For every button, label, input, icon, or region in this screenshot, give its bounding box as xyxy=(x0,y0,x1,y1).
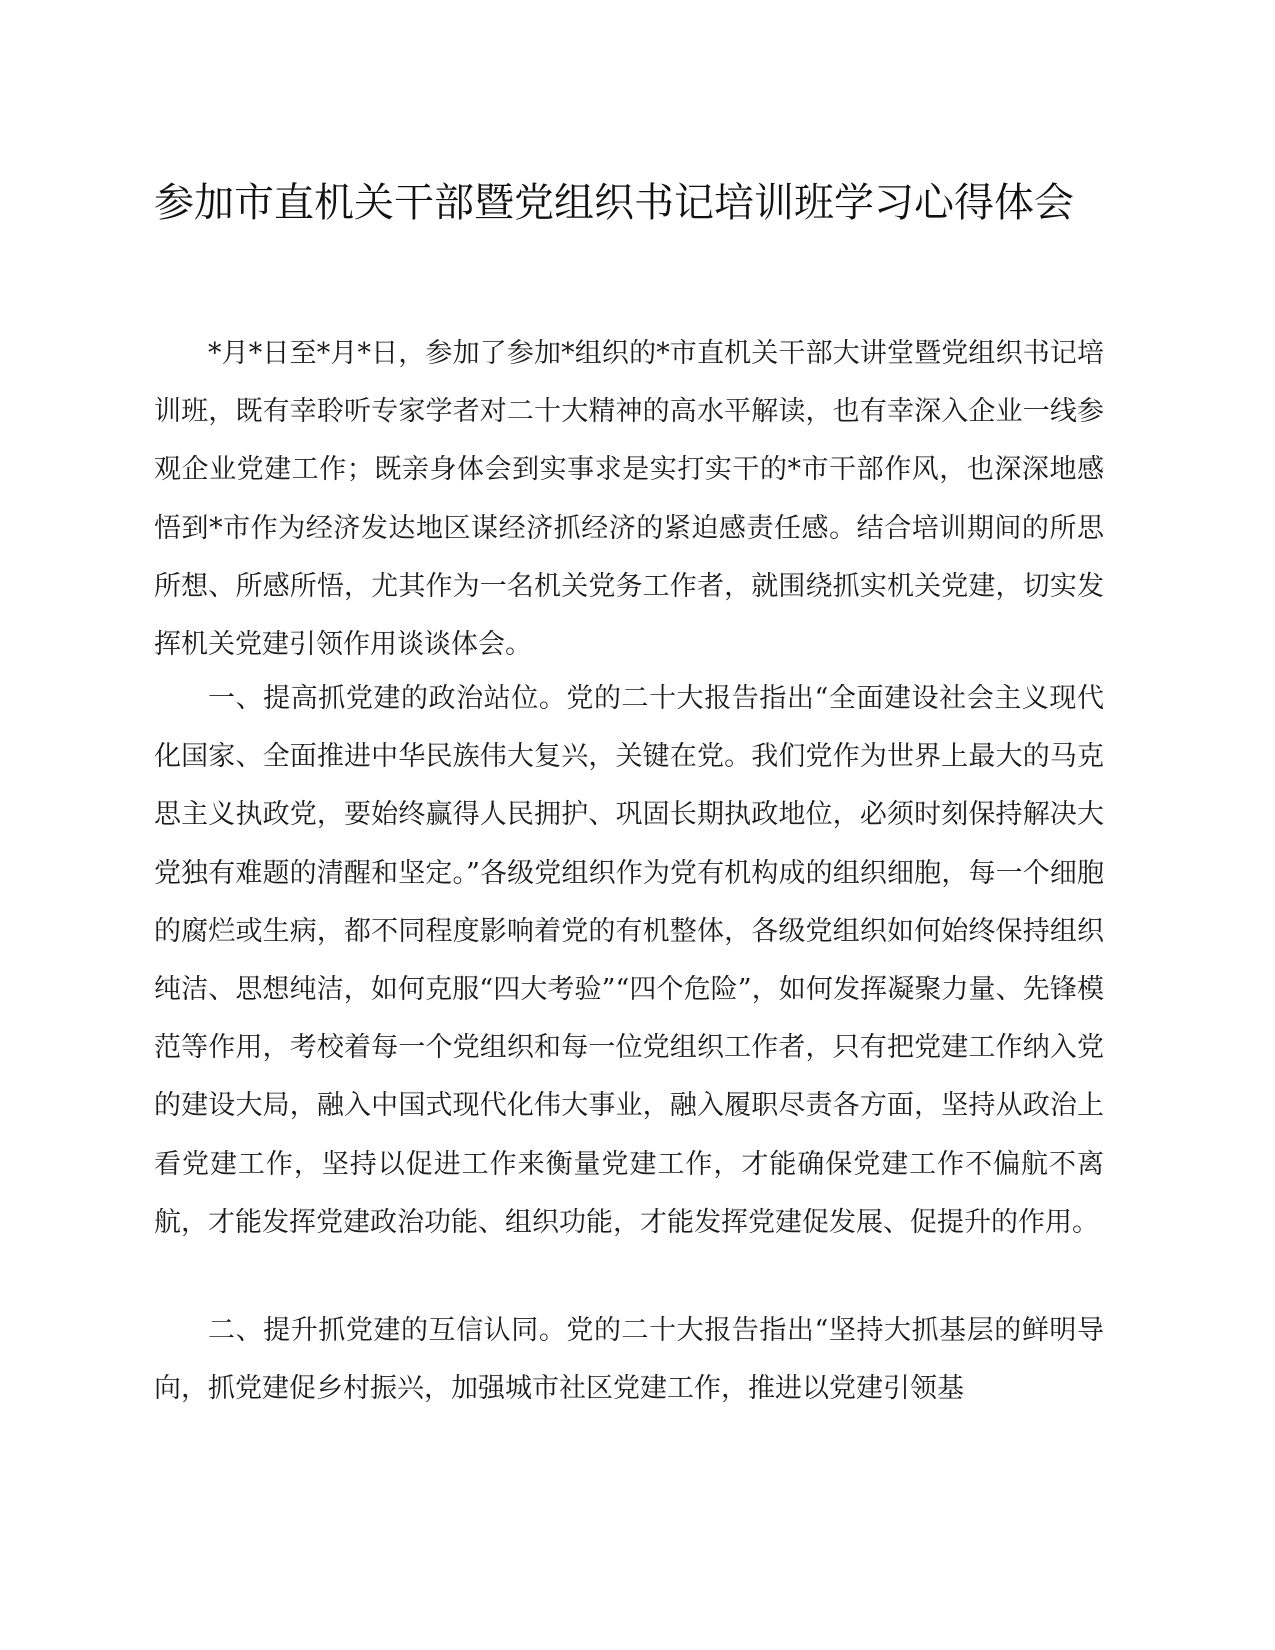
paragraph-section-two: 二、提升抓党建的互信认同。党的二十大报告指出“坚持大抓基层的鲜明导向，抓党建促乡村振兴，加强城市社区党建工作，推进以党建引领基 xyxy=(154,1315,1104,1405)
paragraph-intro: *月*日至*月*日，参加了参加*组织的*市直机关干部大讲堂暨党组织书记培训班，既有幸聆听专家学者对二十大精神的高水平解读，也有幸深入企业一线参观企业党建工作；既亲身体会到实事求是实打实干的*市干部作风，也深深地感悟到*市作为经济发达地区谋经济抓经济的紧迫感责任感。结合培训期间的所思所想、所感所悟，尤其作为一名机关党务工作者，就围绕抓实机关党建，切实发挥机关党建引领作用谈谈体会。 xyxy=(154,338,1104,661)
paragraph-section-one: 一、提高抓党建的政治站位。党的二十大报告指出“全面建设社会主义现代化国家、全面推进中华民族伟大复兴，关键在党。我们党作为世界上最大的马克思主义执政党，要始终赢得人民拥护、巩固长期执政地位，必须时刻保持解决大党独有难题的清醒和坚定。”各级党组织作为党有机构成的组织细胞，每一个细胞的腐烂或生病，都不同程度影响着党的有机整体，各级党组织如何始终保持组织纯洁、思想纯洁，如何克服“四大考验”“四个危险”，如何发挥凝聚力量、先锋模范等作用，考校着每一个党组织和每一位党组织工作者，只有把党建工作纳入党的建设大局，融入中国式现代化伟大事业，融入履职尽责各方面，坚持从政治上看党建工作，坚持以促进工作来衡量党建工作，才能确保党建工作不偏航不离航，才能发挥党建政治功能、组织功能，才能发挥党建促发展、促提升的作用。 xyxy=(154,683,1104,1238)
document-title: 参加市直机关干部暨党组织书记培训班学习心得体会 xyxy=(154,180,1074,226)
